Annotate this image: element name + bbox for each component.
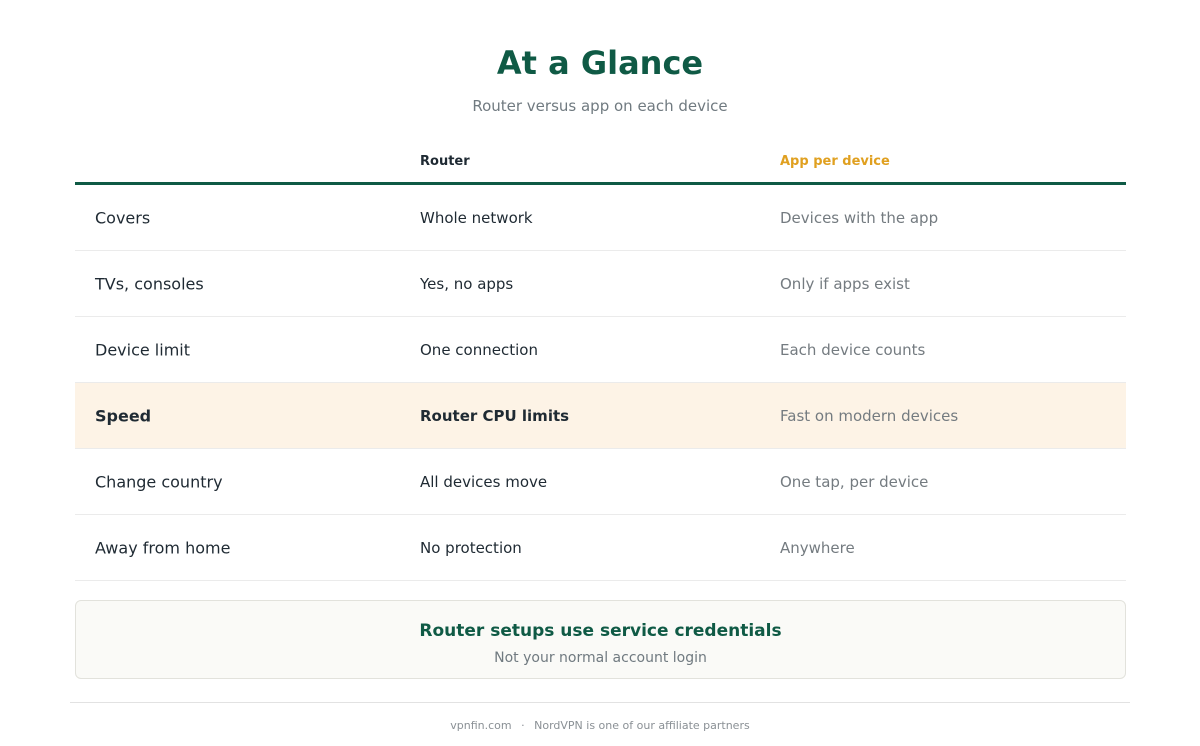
table-row	[75, 449, 1126, 515]
app-cell: One tap, per device	[780, 472, 929, 491]
column-header-router: Router	[420, 154, 470, 169]
table-row	[75, 317, 1126, 383]
app-cell: Only if apps exist	[780, 274, 910, 293]
row-label: Covers	[95, 208, 151, 227]
router-cell: All devices move	[420, 472, 548, 491]
note-title: Router setups use service credentials	[419, 621, 782, 641]
table-header	[75, 146, 1126, 185]
table-row	[75, 185, 1126, 251]
footer-separator: ·	[521, 719, 525, 732]
footer-divider	[70, 702, 1130, 703]
router-cell: No protection	[420, 538, 522, 557]
footer-disclosure: NordVPN is one of our affiliate partners	[534, 719, 750, 732]
comparison-table	[75, 146, 1126, 581]
app-cell: Devices with the app	[780, 208, 939, 227]
page-subtitle: Router versus app on each device	[472, 97, 728, 115]
table-row	[75, 251, 1126, 317]
row-label: Speed	[95, 406, 152, 425]
footer	[0, 719, 1200, 732]
app-cell: Anywhere	[780, 538, 855, 557]
table-row-highlighted	[75, 383, 1126, 449]
app-cell: Each device counts	[780, 340, 926, 359]
row-label: Away from home	[95, 538, 231, 557]
router-cell: Router CPU limits	[420, 406, 570, 425]
table-row	[75, 515, 1126, 581]
column-header-app: App per device	[780, 154, 890, 169]
router-cell: One connection	[420, 340, 538, 359]
router-cell: Yes, no apps	[420, 274, 514, 293]
credentials-note	[75, 600, 1126, 679]
app-cell: Fast on modern devices	[780, 406, 959, 425]
row-label: Change country	[95, 472, 223, 491]
page-title: At a Glance	[496, 44, 704, 82]
note-subtitle: Not your normal account login	[494, 650, 707, 666]
router-cell: Whole network	[420, 208, 533, 227]
row-label: Device limit	[95, 340, 190, 359]
row-label: TVs, consoles	[95, 274, 204, 293]
footer-site-link[interactable]: vpnfin.com	[450, 719, 512, 732]
